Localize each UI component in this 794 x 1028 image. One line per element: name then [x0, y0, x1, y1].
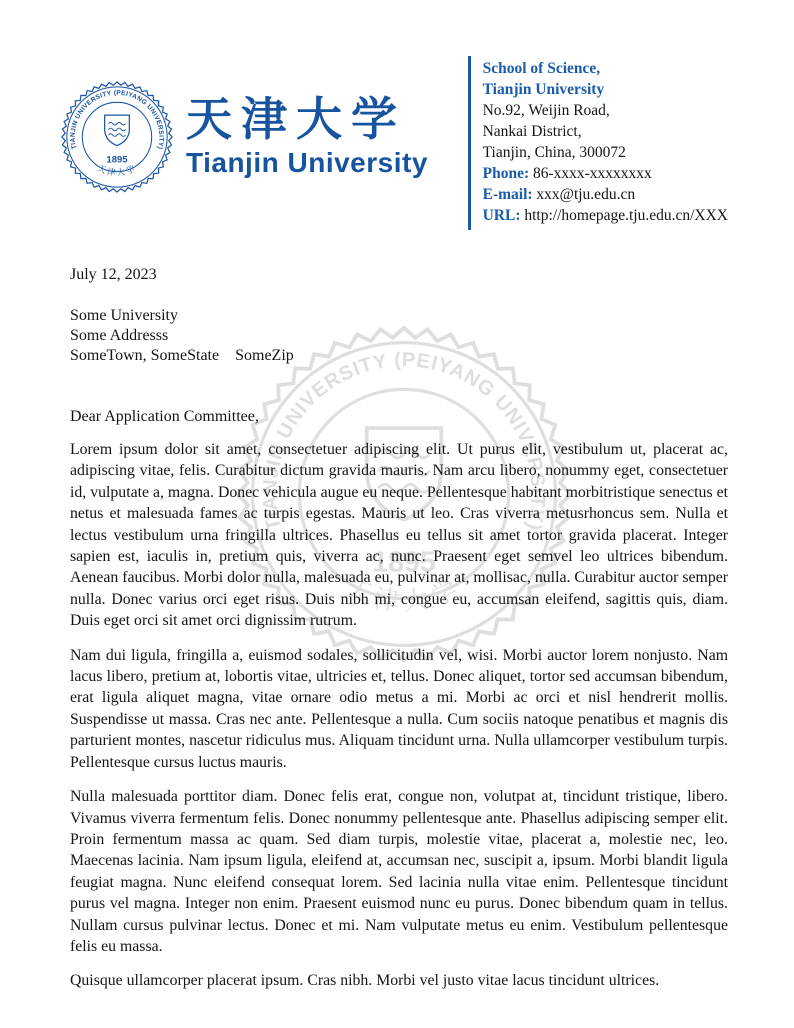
email-value: xxx@tju.edu.cn	[536, 186, 636, 203]
paragraphs	[70, 439, 728, 992]
contact-university: Tianjin University	[482, 81, 605, 98]
phone-value: 86-xxxx-xxxxxxxx	[532, 165, 652, 182]
url-value: http://homepage.tju.edu.cn/XXX	[524, 207, 728, 224]
body-paragraph: Lorem ipsum dolor sit amet, consectetuer adipiscing elit. Ut purus elit, vestibulum ut, placerat ac, adipiscing vitae, felis. Curabitur dictum gravida mauris. Nam arcu libero, nonummy eget, consectetuer id, vulputate a, magna. Donec vehicula augue eu neque. Pellentesque habitant morbitristique senectus et netus et malesuada fames ac turpis egestas. Mauris ut leo. Cras viverra metusrhoncus sem. Nulla et lectus vestibulum urna fringilla ultrices. Phasellus eu tellus sit amet tortor gravida placerat. Integer sapien est, iaculis in, pretium quis, viverra ac, nunc. Praesent eget semvel leo ultrices bibendum. Aenean faucibus. Morbi dolor nulla, malesuada eu, pulvinar at, mollisac, nulla. Curabitur auctor semper nulla. Donec varius orci eget risus. Duis nibh mi, congue eu, accumsan eleifend, sagittis quis, diam. Duis eget orci sit amet orci dignissim rutrum.	[70, 441, 728, 630]
body-paragraph: Quisque ullamcorper placerat ipsum. Cras nibh. Morbi vel justo vitae lacus tincidunt ultrices.	[70, 972, 660, 990]
contact-address-line: No.92, Weijin Road,	[482, 102, 610, 119]
university-logo	[60, 80, 428, 194]
university-seal-icon	[60, 80, 174, 194]
recipient-line: Some Addresss	[70, 327, 169, 344]
url-label: URL:	[482, 207, 521, 224]
letter-date: July 12, 2023	[70, 266, 157, 283]
contact-address-line: Nankai District,	[482, 123, 582, 140]
body-paragraph: Nam dui ligula, fringilla a, euismod sodales, sollicitudin vel, wisi. Morbi auctor lorem nonjusto. Nam lacus libero, pretium at, lobortis vitae, ultricies et, tellus. Donec aliquet, tortor sed accumsan bibendum, erat ligula aliquet magna, vitae ornare odio metus a mi. Morbi ac orci et nisl hendrerit mollis. Suspendisse ut massa. Cras nec ante. Pellentesque a nulla. Cum sociis natoque penatibus et magnis dis parturient montes, nascetur ridiculus mus. Aliquam tincidunt urna. Nulla ullamcorper vestibulum turpis. Pellentesque cursus luctus mauris.	[70, 646, 728, 771]
recipient-line: Some University	[70, 307, 178, 324]
email-label: E-mail:	[482, 186, 533, 203]
recipient-address	[70, 306, 728, 366]
logo-wordmark	[186, 92, 428, 178]
contact-url	[483, 205, 728, 226]
logo-chinese-name: 天津大学	[186, 92, 406, 147]
phone-label: Phone:	[482, 165, 530, 182]
body-paragraph: Nulla malesuada porttitor diam. Donec felis erat, congue non, volutpat at, tincidunt tristique, libero. Vivamus viverra fermentum felis. Donec nonummy pellentesque ante. Phasellus adipiscing semper elit. Proin fermentum massa ac quam. Sed diam turpis, molestie vitae, placerat a, molestie nec, leo. Maecenas lacinia. Nam ipsum ligula, eleifend at, accumsan nec, suscipit a, ipsum. Morbi blandit ligula feugiat magna. Nunc eleifend consequat lorem. Sed lacinia nulla vitae enim. Pellentesque tincidunt purus vel magna. Integer non enim. Praesent euismod nunc eu purus. Donec bibendum quam in tellus. Nullam cursus pulvinar lectus. Donec et mi. Nam vulputate metus eu enim. Vestibulum pellentesque felis eu massa.	[70, 788, 728, 955]
logo-english-name: Tianjin University	[186, 146, 428, 178]
contact-phone	[483, 163, 728, 184]
contact-address-line: Tianjin, China, 300072	[482, 144, 626, 161]
contact-department: School of Science,	[482, 60, 601, 77]
contact-email	[483, 184, 728, 205]
contact-block	[468, 56, 728, 230]
letterhead	[0, 0, 794, 230]
letter-body	[0, 266, 794, 992]
salutation: Dear Application Committee,	[70, 408, 259, 425]
recipient-line: SomeTown, SomeState SomeZip	[70, 347, 294, 364]
